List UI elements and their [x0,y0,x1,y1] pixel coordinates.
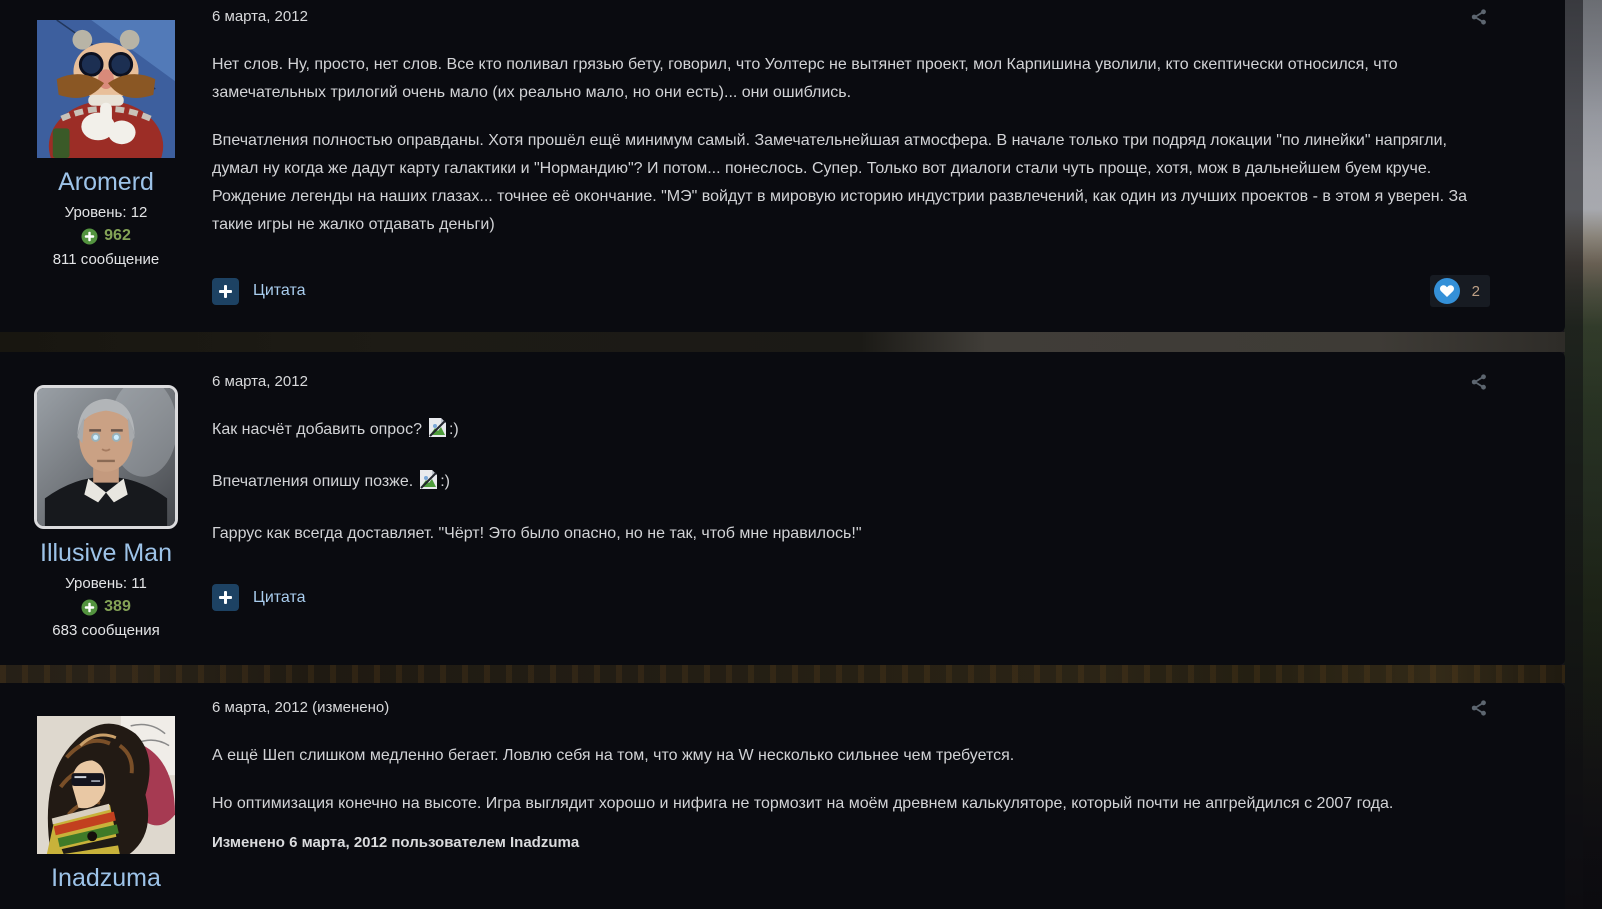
post-body [212,352,1565,665]
username-link[interactable]: Illusive Man [40,539,172,567]
paragraph-text: Впечатления опишу позже. [212,473,414,490]
post-separator [0,665,1565,683]
plus-circle-icon [81,228,98,245]
post-paragraph [212,468,1490,500]
username-link[interactable]: Inadzuma [51,864,161,892]
forum-post [0,683,1565,909]
plus-icon [219,591,232,604]
emoticon-text: :) [448,421,459,438]
edited-note: Изменено 6 марта, 2012 пользователем Inadzuma [212,834,580,851]
post-header [212,697,1490,722]
post-paragraph: А ещё Шеп слишком медленно бегает. Ловлю себя на том, что жму на W несколько сильнее чем требуется. [212,747,1015,764]
avatar[interactable] [34,385,178,529]
user-level: Уровень: 11 [65,575,147,592]
paragraph-text: Как насчёт добавить опрос? [212,421,422,438]
post-date: 6 марта, 2012 [212,8,308,25]
share-icon[interactable] [1468,371,1490,396]
eggman-avatar-image [37,20,175,158]
message-count: 811 сообщение [52,251,160,268]
message-count: 683 сообщения [52,622,160,639]
post-date: 6 марта, 2012 [212,373,308,390]
reactions-pill [1430,275,1490,307]
author-pane [0,0,212,332]
post-paragraph: Нет слов. Ну, просто, нет слов. Все кто поливал грязью бету, говорил, что Уолтерс не вытянет проект, мол Карпишина уволили, кто скептически относился, что замечательных трилогий очень мало (их реально мало, но они есть)... они ошиблись. [212,56,1398,101]
share-icon[interactable] [1468,697,1490,722]
emoticon-text: :) [440,473,451,490]
heart-icon[interactable] [1434,278,1460,304]
multiquote-plus-button[interactable] [212,278,239,305]
user-level: Уровень: 12 [64,204,148,221]
post-actions [212,584,1490,611]
multiquote-plus-button[interactable] [212,584,239,611]
post-body [212,683,1565,909]
share-icon[interactable] [1468,6,1490,31]
plus-icon [219,285,232,298]
illusive-man-avatar-image [37,388,175,526]
post-paragraph: Но оптимизация конечно на высоте. Игра выглядит хорошо и нифига не тормозит на моём древнем калькуляторе, который почти не апгрейдился с 2007 года. [212,795,1394,812]
author-pane [0,683,212,909]
username-link[interactable]: Aromerd [58,168,154,196]
quote-link[interactable]: Цитата [253,282,306,299]
reputation-count: 389 [104,598,131,615]
quote-link[interactable]: Цитата [253,588,306,606]
author-pane [0,352,212,665]
post-body [212,0,1565,332]
avatar[interactable] [37,716,175,854]
reputation-badge [81,598,131,616]
post-paragraph: Впечатления полностью оправданы. Хотя прошёл ещё минимум самый. Замечательнейшая атмосфера. В начале только три подряд локации "по линейки" напрягли, думал ну когда же дадут карту галактики и "Нормандию"? И потом... понеслось. Супер. Только вот диалоги стали чуть проще, хотя, мож в дальнейшем буем круче. Рождение легенды на наших глазах... точнее её окончание. "МЭ" войдут в мировую историю индустрии развлечений, как один из лучших проектов - в этом я уверен. За такие игры не жалко отдавать деньги) [212,132,1468,233]
broken-image-icon [428,417,447,448]
inadzuma-avatar-image [37,716,175,854]
post-separator [0,332,1565,352]
post-paragraph [212,416,1490,448]
post-date: 6 марта, 2012 (изменено) [212,699,390,716]
reaction-count[interactable]: 2 [1471,282,1480,300]
post-actions [212,275,1490,307]
reputation-count: 962 [104,227,131,244]
forum-post [0,0,1565,332]
avatar[interactable] [37,20,175,158]
plus-circle-icon [81,599,98,616]
reputation-badge [81,227,131,245]
post-header [212,371,1490,396]
post-header [212,6,1490,31]
post-paragraph: Гаррус как всегда доставляет. "Чёрт! Это было опасно, но не так, чтоб мне нравилось!" [212,525,862,542]
broken-image-icon [419,469,438,500]
forum-post [0,352,1565,665]
